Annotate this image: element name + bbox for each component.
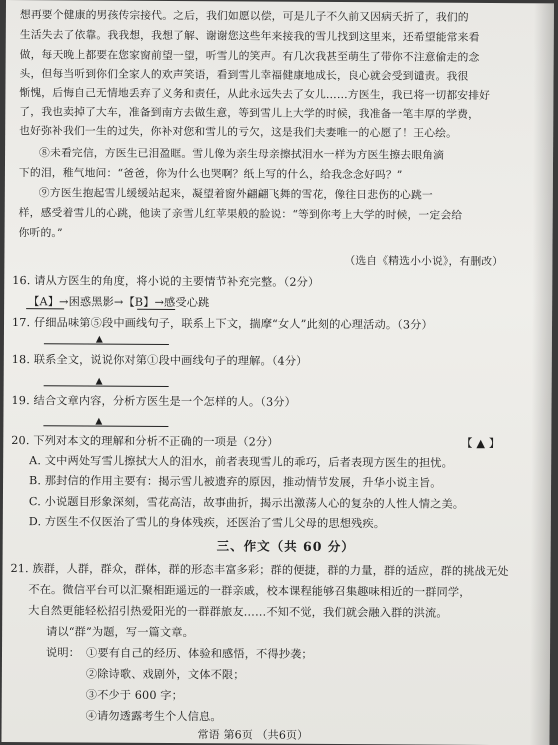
exam-page	[1, 0, 554, 745]
q16-slot-a: 【A】	[28, 295, 60, 309]
q16-blank-b	[137, 309, 175, 310]
q20-answer-box: 【 ▲ 】	[461, 436, 501, 451]
note-item: ③不少于 600 字；	[85, 688, 184, 703]
q16-slot-b: 【B】	[123, 295, 155, 309]
story-line: 头，但每当听到你们全家人的欢声笑语，看到雪儿幸福健康地成长，良心就会受到谴责。我很	[19, 67, 469, 83]
composition-prompt: 21. 族群，人群，群众，群体，群的形态丰富多彩；群的便捷，群的力量，群的适应，群的挑战无处	[10, 562, 509, 579]
story-source: （选自《精选小小说》，有删改）	[344, 254, 504, 269]
story-line: 了，我也卖掉了大车，准备到南方去做生意，等到雪儿上大学的时候，我准备一笔丰厚的学费，	[19, 105, 480, 121]
q17-answer-line	[44, 343, 169, 345]
story-line: 生活失去了依靠。我我想，我想了解、谢谢您这些年来接我的雪儿找到这里来，还希望能常来看	[19, 28, 480, 44]
story-line: ⑨方医生抱起雪儿缓缓站起来，凝望着窗外翩翩飞舞的雪花，像往日悲伤的心跳一	[38, 186, 433, 202]
q20-option-c: C. 小说题目形象深刻，雪花高洁，故事曲折，揭示出激荡人心的复杂的人性人情之美。	[28, 495, 465, 511]
story-line: 惭愧，后悔自己无情地丢弃了义务和责任，从此永远失去了女儿……方医生，我已将一切都安排好	[19, 86, 491, 102]
page-footer: 常语 第6页 （共6页）	[197, 728, 309, 742]
question-19: 19. 结合文章内容，分析方医生是一个怎样的人。（3分）	[11, 394, 296, 409]
question-18: 18. 联系全文，说说你对第①段中画线句子的理解。（4分）	[11, 353, 308, 368]
story-line: 下的泪，稚气地问：“爸爸，你为什么也哭啊？纸上写的什么，给我念念好吗？”	[18, 166, 403, 182]
q16-blank-a	[26, 308, 64, 309]
q16-step-2: →感受心跳	[154, 295, 210, 310]
composition-prompt: 不在。微信平台可以汇聚相距遥远的一群亲戚，校本课程能够召集趣味相近的一群同学，	[28, 583, 471, 599]
composition-prompt: 大自然更能轻松招引热爱阳光的一群群旅友……不知不觉，我们就会融入群的洪流。	[28, 604, 448, 620]
q19-answer-line	[43, 425, 168, 427]
q18-answer-mark: ▲	[95, 376, 103, 387]
notes-label: 说明：	[45, 646, 81, 660]
section-heading: 三、作文（共 60 分）	[216, 538, 355, 555]
q18-answer-line	[44, 385, 169, 387]
story-line: ⑧未看完信，方医生已泪盈眶。雪儿像为亲生母亲擦拭泪水一样为方医生擦去眼角滴	[39, 146, 445, 162]
q20-option-a: A. 文中两处写雪儿擦拭大人的泪水，前者表现雪儿的乖巧，后者表现方医生的担忧。	[29, 454, 454, 470]
q20-option-b: B. 那封信的作用主要有：揭示雪儿被遗弃的原因，推动情节发展，升华小说主旨。	[29, 474, 442, 490]
note-item: ②除诗歌、戏剧外，文体不限；	[85, 667, 245, 682]
note-item: ①要有自己的经历、体验和感悟，不得抄袭；	[85, 646, 313, 661]
story-line: 也好弥补我们一生的过失，你补对您和雪儿的亏欠，这是我们夫妻唯一的心愿了！王心绘。	[19, 124, 458, 140]
story-line: 你听的。”	[18, 226, 63, 240]
page-edge-shadow	[529, 3, 554, 745]
question-16: 16. 请从方医生的角度，将小说的主要情节补充完整。（2分）	[12, 274, 320, 289]
story-line: 做，每天晚上都要在您家窗前望一望，听雪儿的笑声。有几次我甚至萌生了带你不注意偷走的念	[19, 48, 480, 64]
story-line: 样，感受着雪儿的心跳，他读了亲雪儿红苹果般的脸说：“等到你考上大学的时候，一定会给	[18, 206, 463, 222]
q17-answer-mark: ▲	[95, 334, 104, 345]
composition-instruction: 请以“群”为题，写一篇文章。	[46, 625, 194, 640]
question-17: 17. 仔细品味第⑤段中画线句子，联系上下文，揣摩“女人”此刻的心理活动。（3分）	[11, 316, 433, 332]
q20-option-d: D. 方医生不仅医治了雪儿的身体残疾，还医治了雪儿父母的思想残疾。	[28, 515, 386, 531]
note-item: ④请勿透露考生个人信息。	[85, 709, 222, 724]
q19-answer-mark: ▲	[95, 416, 103, 427]
question-20: 20. 下列对本文的理解和分析不正确的一项是（2分）	[11, 434, 279, 449]
q16-step-1: →困惑黑影→	[59, 295, 124, 309]
story-line: 想再要个健康的男孩传宗接代。之后，我们如愿以偿，可是儿子不久前又因病夭折了，我们的	[19, 8, 469, 24]
